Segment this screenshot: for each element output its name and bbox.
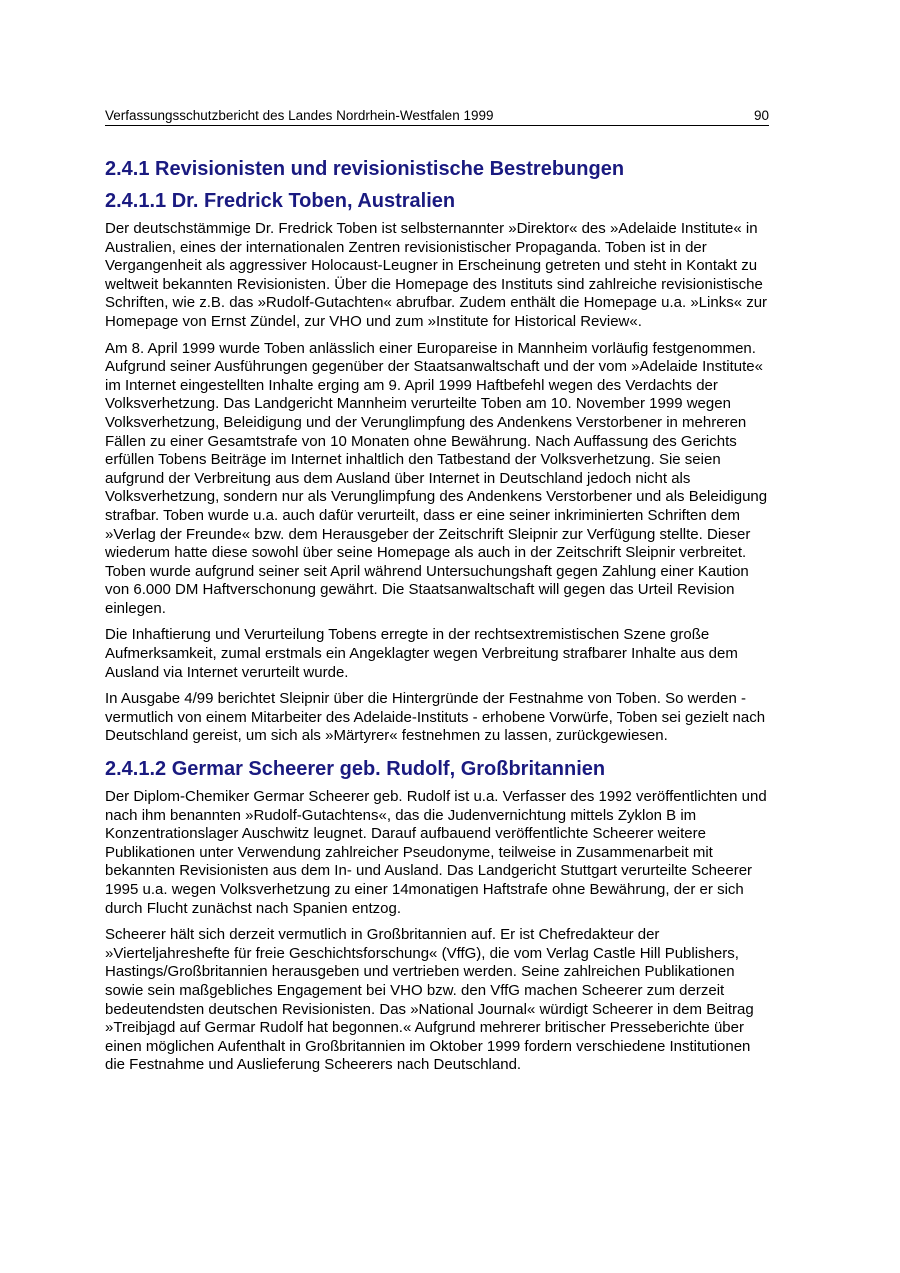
paragraph: Der Diplom-Chemiker Germar Scheerer geb. Rudolf ist u.a. Verfasser des 1992 veröffentlichten und nach ihm benannten »Rudolf-Gutachtens«, das die Judenvernichtung mittels Zyklon B im Konzentrationslager Auschwitz leugnet. Darauf aufbauend veröffentlichte Scheerer weitere Publikationen unter Verwendung zahlreicher Pseudonyme, teilweise in Zusammenarbeit mit bekannten Revisionisten aus dem In- und Ausland. Das Landgericht Stuttgart verurteilte Scheerer 1995 u.a. wegen Volksverhetzung zu einer 14monatigen Haftstrafe ohne Bewährung, der er sich durch Flucht zunächst nach Spanien entzog. [105,788,767,917]
page-number: 90 [753,108,769,123]
running-header [105,107,769,126]
subsection-heading-scheerer: 2.4.1.2 Germar Scheerer geb. Rudolf, Großbritannien [105,758,606,781]
paragraph: Scheerer hält sich derzeit vermutlich in Großbritannien auf. Er ist Chefredakteur der »Vierteljahreshefte für freie Geschichtsforschung« (VffG), die vom Verlag Castle Hill Publishers, Hastings/Großbritannien herausgeben und vertrieben werden. Seine zahlreichen Publikationen sowie sein maßgebliches Engagement bei VHO bzw. den VffG machen Scheerer zum derzeit bedeutendsten deutschen Revisionisten. Das »National Journal« würdigt Scheerer in dem Beitrag »Treibjagd auf Germar Rudolf hat begonnen.« Aufgrund mehrerer britischer Presseberichte über einen möglichen Aufenthalt in Großbritannien im Oktober 1999 fordern verschiedene Institutionen die Festnahme und Auslieferung Scheerers nach Deutschland. [105,926,754,1074]
paragraph: Am 8. April 1999 wurde Toben anlässlich einer Europareise in Mannheim vorläufig festgenommen. Aufgrund seiner Ausführungen gegenüber der Staatsanwaltschaft und der vom »Adelaide Institute« im Internet eingestellten Inhalte erging am 9. April 1999 Haftbefehl wegen des Verdachts der Volksverhetzung. Das Landgericht Mannheim verurteilte Toben am 10. November 1999 wegen Volksverhetzung, Beleidigung und der Verunglimpfung des Andenkens Verstorbener in mehreren Fällen zu einer Gesamtstrafe von 10 Monaten ohne Bewährung. Nach Auffassung des Gerichts erfüllen Tobens Beiträge im Internet inhaltlich den Tatbestand der Volksverhetzung. Sie seien aufgrund der Verbreitung aus dem Ausland über Internet in Deutschland jedoch nicht als Volksverhetzung, sondern nur als Verunglimpfung des Andenkens Verstorbener und als Beleidigung strafbar. Toben wurde u.a. auch dafür verurteilt, dass er eine seiner inkriminierten Schriften dem »Verlag der Freunde« bzw. dem Herausgeber der Zeitschrift Sleipnir zur Verfügung stellte. Dieser wiederum hatte diese sowohl über seine Homepage als auch in der Zeitschrift Sleipnir verbreitet. Toben wurde aufgrund seiner seit April während Untersuchungshaft gegen Zahlung einer Kaution von 6.000 DM Haftverschonung gewährt. Die Staatsanwaltschaft will gegen das Urteil Revision einlegen. [105,339,768,617]
section-heading: 2.4.1 Revisionisten und revisionistische Bestrebungen [105,158,625,180]
paragraph: Der deutschstämmige Dr. Fredrick Toben ist selbsternannter »Direktor« des »Adelaide Institute« in Australien, eines der internationalen Zentren revisionistischer Propaganda. Toben ist in der Vergangenheit als aggressiver Holocaust-Leugner in Erscheinung getreten und steht in Kontakt zu weltweit bekannten Revisionisten. Über die Homepage des Instituts sind zahlreiche revisionistische Schriften, wie z.B. das »Rudolf-Gutachten« abrufbar. Zudem enthält die Homepage u.a. »Links« zur Homepage von Ernst Zündel, zur VHO und zum »Institute for Historical Review«. [105,220,768,330]
subsection-heading-toben: 2.4.1.1 Dr. Fredrick Toben, Australien [105,190,456,212]
header-title: Verfassungsschutzbericht des Landes Nordrhein-Westfalen 1999 [105,108,494,123]
document-body [105,154,769,1083]
paragraph: Die Inhaftierung und Verurteilung Tobens erregte in der rechtsextremistischen Szene große Aufmerksamkeit, zumal erstmals ein Angeklagter wegen Verbreitung strafbarer Inhalte aus dem Ausland via Internet verurteilt wurde. [105,626,738,681]
paragraph: In Ausgabe 4/99 berichtet Sleipnir über die Hintergründe der Festnahme von Toben. So werden - vermutlich von einem Mitarbeiter des Adelaide-Instituts - erhobene Vorwürfe, Toben sei gezielt nach Deutschland gereist, um sich als »Märtyrer« festnehmen zu lassen, zurückgewiesen. [105,690,766,745]
